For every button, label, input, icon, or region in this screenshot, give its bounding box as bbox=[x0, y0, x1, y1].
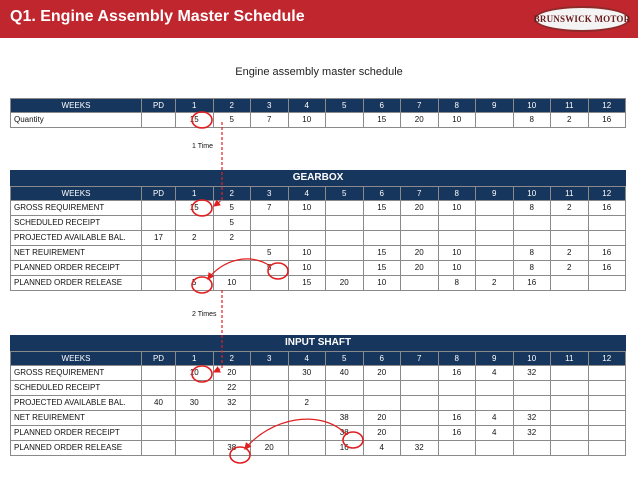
gearbox-col-header: 11 bbox=[551, 186, 589, 201]
lead-time-arrow-shaft bbox=[245, 419, 346, 449]
gearbox-cell: 2 bbox=[476, 276, 514, 291]
master-col-header: 3 bbox=[251, 98, 289, 113]
highlight-shaft-gross bbox=[192, 366, 212, 382]
master-col-header: 9 bbox=[476, 98, 514, 113]
logo-text: BRUNSWICK MOTOR bbox=[533, 14, 631, 24]
gearbox-cell: 15 bbox=[289, 276, 327, 291]
master-col-header: 8 bbox=[439, 98, 477, 113]
gearbox-cell: 10 bbox=[289, 201, 327, 216]
master-col-header: 12 bbox=[589, 98, 627, 113]
gearbox-cell: 8 bbox=[514, 246, 552, 261]
input_shaft-col-header: 12 bbox=[589, 351, 627, 366]
gearbox-cell: 15 bbox=[364, 261, 402, 276]
gearbox-cell: 10 bbox=[289, 261, 327, 276]
input_shaft-cell: 16 bbox=[326, 441, 364, 456]
input_shaft-row-label: SCHEDULED RECEIPT bbox=[10, 381, 142, 396]
gearbox-row-label: PLANNED ORDER RECEIPT bbox=[10, 261, 142, 276]
gearbox-cell: 2 bbox=[551, 246, 589, 261]
input_shaft-cell: 20 bbox=[364, 366, 402, 381]
input_shaft-row-label: PLANNED ORDER RECEIPT bbox=[10, 426, 142, 441]
gearbox-row-label: PROJECTED AVAILABLE BAL. bbox=[10, 231, 142, 246]
gearbox-col-header: 5 bbox=[326, 186, 364, 201]
input_shaft-col-header: 4 bbox=[289, 351, 327, 366]
input_shaft-cell: 16 bbox=[439, 426, 477, 441]
gearbox-cell: 20 bbox=[401, 246, 439, 261]
gearbox-col-header: 8 bbox=[439, 186, 477, 201]
input_shaft-col-header: 9 bbox=[476, 351, 514, 366]
schedule-subtitle: Engine assembly master schedule bbox=[235, 66, 403, 78]
master-col-header: 4 bbox=[289, 98, 327, 113]
highlight-shaft-receipt bbox=[343, 432, 363, 448]
gearbox-cell: 15 bbox=[364, 246, 402, 261]
gearbox-cell: 16 bbox=[589, 201, 627, 216]
gearbox-col-header: 7 bbox=[401, 186, 439, 201]
input_shaft-cell: 30 bbox=[289, 366, 327, 381]
gearbox-col-header: 4 bbox=[289, 186, 327, 201]
input_shaft-cell: 32 bbox=[514, 366, 552, 381]
input_shaft-cell: 38 bbox=[326, 411, 364, 426]
gearbox-row-label: PLANNED ORDER RELEASE bbox=[10, 276, 142, 291]
gearbox-cell: 15 bbox=[364, 201, 402, 216]
connector-gearbox-to-shaft bbox=[214, 290, 222, 372]
gearbox-cell: 20 bbox=[401, 261, 439, 276]
input_shaft-col-header: 3 bbox=[251, 351, 289, 366]
highlight-gearbox-gross bbox=[192, 200, 212, 216]
gearbox-row-label: SCHEDULED RECEIPT bbox=[10, 216, 142, 231]
input_shaft-cell: 10 bbox=[176, 366, 214, 381]
input_shaft-cell: 4 bbox=[476, 426, 514, 441]
master-col-header: 2 bbox=[214, 98, 252, 113]
master-col-header: 11 bbox=[551, 98, 589, 113]
gearbox-cell: 8 bbox=[439, 276, 477, 291]
gearbox-cell: 16 bbox=[589, 261, 627, 276]
master-col-header: 7 bbox=[401, 98, 439, 113]
master-col-header: WEEKS bbox=[10, 98, 142, 113]
input_shaft-col-header: 6 bbox=[364, 351, 402, 366]
highlight-gearbox-receipt bbox=[268, 263, 288, 279]
gearbox-cell: 2 bbox=[551, 201, 589, 216]
input_shaft-row-label: NET REUIREMENT bbox=[10, 411, 142, 426]
gearbox-cell: 20 bbox=[326, 276, 364, 291]
input_shaft-col-header: PD bbox=[142, 351, 176, 366]
master-cell: 15 bbox=[364, 113, 402, 128]
gearbox-row-label: NET REUIREMENT bbox=[10, 246, 142, 261]
gearbox-col-header: PD bbox=[142, 186, 176, 201]
highlight-master-qty bbox=[192, 112, 212, 128]
input_shaft-row-label: GROSS REQUIREMENT bbox=[10, 366, 142, 381]
input_shaft-cell: 4 bbox=[476, 366, 514, 381]
master-cell: 2 bbox=[551, 113, 589, 128]
gearbox-title: GEARBOX bbox=[10, 170, 626, 186]
gearbox-cell: 15 bbox=[176, 201, 214, 216]
input_shaft-cell: 38 bbox=[326, 426, 364, 441]
input_shaft-col-header: 1 bbox=[176, 351, 214, 366]
input_shaft-col-header: 7 bbox=[401, 351, 439, 366]
gearbox-cell: 10 bbox=[289, 246, 327, 261]
master-cell: 15 bbox=[176, 113, 214, 128]
input_shaft-cell: 4 bbox=[364, 441, 402, 456]
input-shaft-title: INPUT SHAFT bbox=[10, 335, 626, 351]
gearbox-cell: 5 bbox=[176, 276, 214, 291]
multiplier-note-1: 1 Time bbox=[192, 143, 214, 150]
master-cell: 7 bbox=[251, 113, 289, 128]
gearbox-cell: 2 bbox=[551, 261, 589, 276]
input_shaft-cell: 16 bbox=[439, 366, 477, 381]
input_shaft-row-label: PROJECTED AVAILABLE BAL. bbox=[10, 396, 142, 411]
gearbox-cell: 10 bbox=[439, 246, 477, 261]
gearbox-cell: 2 bbox=[176, 231, 214, 246]
input_shaft-col-header: 11 bbox=[551, 351, 589, 366]
master-col-header: PD bbox=[142, 98, 176, 113]
gearbox-cell: 5 bbox=[251, 246, 289, 261]
input_shaft-cell: 22 bbox=[214, 381, 252, 396]
gearbox-cell: 10 bbox=[439, 261, 477, 276]
input_shaft-row-label: PLANNED ORDER RELEASE bbox=[10, 441, 142, 456]
gearbox-cell: 5 bbox=[214, 216, 252, 231]
input_shaft-cell: 20 bbox=[251, 441, 289, 456]
gearbox-col-header: 12 bbox=[589, 186, 627, 201]
gearbox-col-header: 10 bbox=[514, 186, 552, 201]
gearbox-col-header: 1 bbox=[176, 186, 214, 201]
master-cell: 5 bbox=[214, 113, 252, 128]
master-cell: 8 bbox=[514, 113, 552, 128]
gearbox-cell: 2 bbox=[214, 231, 252, 246]
gearbox-cell: 5 bbox=[214, 201, 252, 216]
input_shaft-cell: 16 bbox=[439, 411, 477, 426]
master-col-header: 5 bbox=[326, 98, 364, 113]
gearbox-cell: 17 bbox=[142, 231, 176, 246]
master-cell: 10 bbox=[289, 113, 327, 128]
input_shaft-col-header: 10 bbox=[514, 351, 552, 366]
gearbox-cell: 10 bbox=[214, 276, 252, 291]
gearbox-cell: 5 bbox=[251, 261, 289, 276]
input_shaft-cell: 20 bbox=[214, 366, 252, 381]
input_shaft-cell: 40 bbox=[142, 396, 176, 411]
input_shaft-cell: 32 bbox=[514, 426, 552, 441]
master-cell: 10 bbox=[439, 113, 477, 128]
gearbox-row-label: GROSS REQUIREMENT bbox=[10, 201, 142, 216]
page-title: Q1. Engine Assembly Master Schedule bbox=[10, 8, 305, 25]
input_shaft-cell: 32 bbox=[214, 396, 252, 411]
master-cell: 20 bbox=[401, 113, 439, 128]
highlight-shaft-release bbox=[230, 447, 250, 463]
gearbox-cell: 10 bbox=[364, 276, 402, 291]
gearbox-cell: 7 bbox=[251, 201, 289, 216]
gearbox-cell: 16 bbox=[589, 246, 627, 261]
lead-time-arrow-gearbox bbox=[208, 259, 270, 279]
highlight-gearbox-release bbox=[192, 277, 212, 293]
master-cell: 16 bbox=[589, 113, 627, 128]
input_shaft-cell: 20 bbox=[364, 426, 402, 441]
master-col-header: 10 bbox=[514, 98, 552, 113]
input_shaft-cell: 32 bbox=[401, 441, 439, 456]
input_shaft-cell: 20 bbox=[364, 411, 402, 426]
multiplier-note-2: 2 Times bbox=[192, 311, 217, 318]
input_shaft-col-header: 8 bbox=[439, 351, 477, 366]
input_shaft-cell: 30 bbox=[176, 396, 214, 411]
input_shaft-cell: 40 bbox=[326, 366, 364, 381]
input_shaft-col-header: 2 bbox=[214, 351, 252, 366]
gearbox-col-header: 9 bbox=[476, 186, 514, 201]
gearbox-col-header: 2 bbox=[214, 186, 252, 201]
input_shaft-cell: 2 bbox=[289, 396, 327, 411]
input_shaft-col-header: WEEKS bbox=[10, 351, 142, 366]
master-col-header: 6 bbox=[364, 98, 402, 113]
gearbox-col-header: 3 bbox=[251, 186, 289, 201]
gearbox-col-header: WEEKS bbox=[10, 186, 142, 201]
connector-master-to-gearbox bbox=[214, 122, 222, 206]
input_shaft-cell: 32 bbox=[514, 411, 552, 426]
gearbox-cell: 8 bbox=[514, 201, 552, 216]
gearbox-cell: 8 bbox=[514, 261, 552, 276]
input_shaft-col-header: 5 bbox=[326, 351, 364, 366]
input_shaft-cell: 38 bbox=[214, 441, 252, 456]
gearbox-cell: 20 bbox=[401, 201, 439, 216]
gearbox-cell: 10 bbox=[439, 201, 477, 216]
master-row-label: Quantity bbox=[10, 113, 142, 128]
gearbox-col-header: 6 bbox=[364, 186, 402, 201]
gearbox-cell: 16 bbox=[514, 276, 552, 291]
input_shaft-cell: 4 bbox=[476, 411, 514, 426]
master-col-header: 1 bbox=[176, 98, 214, 113]
